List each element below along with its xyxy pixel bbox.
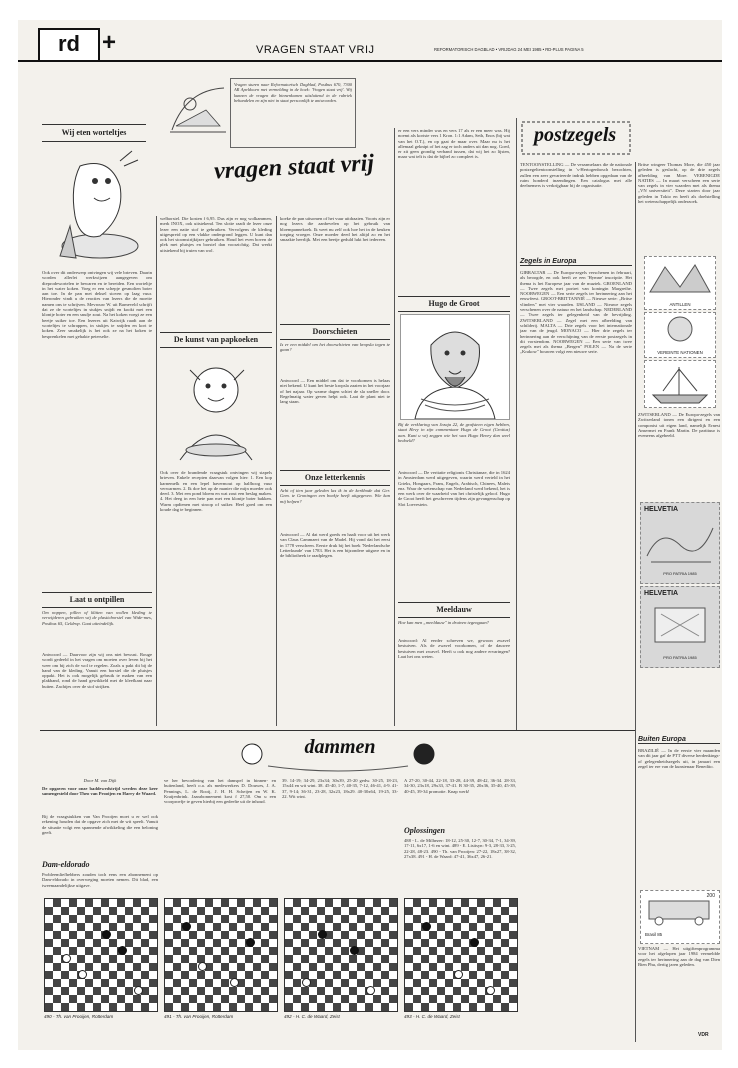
board-493-caption: 493 - H. C. de Waard, Zeist	[404, 1014, 460, 1019]
europa-title: Zegels in Europa	[520, 258, 632, 266]
hugo-caption: Bij de verklaring van Jezaja 22, de grafsteen eigen hebben, staat Hevy in zijn commentaar Hugo de Groot (Grotius) aan. Kunt u wij zeggen wie het was Hugo Henry dan weel bedoeld?	[398, 422, 510, 443]
letterkennis-question: Acht of tien jaar geleden las ik in de kerkbode dat Ger. Gem. te Groningen een boekje heeft uitgegeven. Wie kan mij helpen?	[280, 488, 390, 504]
stamp-helvetia-1-label: HELVETIA	[644, 506, 679, 513]
piece-white	[230, 978, 239, 987]
intro-box-text: Vragen sturen naar Reformatorisch Dagblad, Postbus 670, 7300 AR Apeldoorn met vermelding in de hoek: 'Vragen staat vrij'. Wij kunnen de vragen die binnenkomen uitsluitend in de rubriek behandelen en zijn niet in staat persoonlijk te antwoorden.	[234, 82, 352, 103]
middle-top-text: welborstel. Die kosten f 6,95. Dus zijn er nog wolkammen, merk INOX, ook uitstekend. Ten slotte raadt de lezer onze lezer een natte stof te gebruiken. Vervolgens de kleding uitgespreid op een vlakke ondergrond leggen. U kunt dan ook het stoomstrijkijzer gebruiken. Houd het even boven de plek met pluisjes en borstel dan voorzichtig. Dat werkt uitstekend bij truien van wol.	[160, 216, 272, 253]
piece-black	[102, 930, 111, 939]
untrue-header	[42, 592, 152, 608]
hugo-portrait	[400, 314, 510, 420]
board-491	[164, 898, 278, 1012]
hugo-answer: Antwoord — De veritatie religionis Christianae, die in 1624 in Amsterdam werd uitgegeven, waarin werd verteld in het Grieks, Hongaars, Frans, Engels, Arabisch, Chinees, Maleis enz. Waar de wetenschap van Nederland werd bekend, het is een werk over de waarheid van het christelijk geloof. Hugo de Groot heeft het geschreven tijdens zijn gevangenschap op Slot Loevestein.	[398, 470, 510, 507]
buiten-title: Buiten Europa	[638, 736, 720, 744]
hugo-title: Hugo de Groot	[428, 299, 480, 308]
rd-logo	[38, 28, 100, 62]
meeldauw-question: Hoe kan men „meeldauw" in druiven tegengaan?	[398, 620, 489, 625]
newspaper-page	[18, 20, 722, 1050]
logo-plus-mark: +	[102, 29, 117, 56]
board-492	[284, 898, 398, 1012]
dammen-col2: ve her bevordering van het damspel in binnen- en buitenland, heeft o.a. als medewerkers D. Douwes, J. A. Pennings, L. de Rooij, J. H. H. Scheijen en W. K. Kraijenbrink. Jaarabonnement kost f 27,50. Om u een voorproefje te geven hierbij een gedeelte uit de inhoud.	[164, 778, 276, 805]
doorschieten-answer: Antwoord — Een middel om dat te voorkomen is helaas niet bekend. U kunt het beste kropsla zaaien in het voorjaar of het najaar. Op warme dagen schiet de sla sneller door. Regelmatig water geven helpt ook. Laat de plant niet te lang staan.	[280, 378, 390, 405]
vietnam-body: VIETNAM — Het uitgiftenprogramma voor het afgelopen jaar 1984 vermeldde zegels ter herinnering aan de dag van Dien Bien Phu, dertig jaren geleden.	[638, 946, 720, 967]
stamp-helvetia-2	[640, 586, 720, 668]
doorschieten-header	[280, 324, 390, 340]
stamp-helvetia-1	[640, 502, 720, 584]
stamp-brasil-value: 200	[706, 893, 715, 899]
papkoeken-title: De kunst van papkoeken	[173, 335, 259, 344]
piece-white	[302, 978, 311, 987]
papkoeken-header	[160, 332, 272, 348]
center-top-text: koeke de pan uitsomen of het vuur uitdraaien. Voorts zijn er nog lezers die aanbevelen op het gebruik van bloempannekoek. Ik weet nu zelf ook hoe het in de keuken toeging vroeger. Onze moeder deed het altijd zo en het smaakte heerlijk. Met een beetje geduld lukt het iedereen.	[280, 216, 390, 243]
hugo-header	[398, 296, 510, 312]
intro-box-rule	[230, 78, 356, 148]
papkoeken-body: Ook over de brandende vraagstuk ontvingen wij stapels brieven. Enkele recepten daarvan volgen hier: 1. Een kop karnemelk en een lepel havermout op halfhoog vuur verwarmen. 2. Ik doe het op de manier die mijn moeder ook deed. 3. Met een pond bloem en wat zout een beslag maken. 4. Het deeg in een hete pan met een klontje boter bakken. Warm opdienen met stroop of suiker. Heel goed om een koude dag te beginnen.	[160, 470, 272, 513]
piece-black	[246, 938, 255, 947]
footer-right: VDR	[698, 1032, 709, 1038]
banner-vragen-staat-vrij: vragen staat vrij	[213, 150, 375, 185]
dammen-top-rule	[40, 730, 636, 731]
piece-black	[318, 930, 327, 939]
board-493	[404, 898, 518, 1012]
piece-black	[118, 946, 127, 955]
right-top-text: er een vers minder was en vers 17 als er een meer was. Hij noemt als kortste vers 1 Kron. 1:1 Adam, Seth, Enos (bij wat van het O.T.), en op gaat de maar over. Maar nu is het allemaal geknipt of het zag er toch anders uit dan nog. Goed, er zit geen grondig verband tussen, dat wij het zo lijsten, maar wat telt is dat de bijbel zo compleet is.	[398, 128, 510, 160]
piece-white	[198, 962, 207, 971]
dammen-body: Bij de vraagstukken van Van Prooijen moet u er wel ook rekening houden dat de opgave zich met de wit speelt. Vanuit de situatie volgt een spannende afwikkeling die een beloning geeft.	[42, 814, 158, 835]
meeldauw-answer: Antwoord: Al eerder schreven we, gewoon zwavel bestuiven. Als de zwavel voorkomen, of de dauwee bestuiven met zwavel. Heeft u ook nog andere ervaringen? Laat het ons weten.	[398, 638, 510, 659]
piece-black	[470, 938, 479, 947]
stamp-brasil	[640, 890, 720, 944]
dam-eldorado-title: Dam-eldorado	[42, 860, 90, 869]
stamp-helvetia-2-sub: PRO PATRIA 1985	[663, 655, 697, 660]
piece-white	[454, 970, 463, 979]
dateline: REFORMATORISCH DAGBLAD • VRIJDAG 24 MEI 1985 • RD-PLUS PAGINA 5	[434, 47, 584, 52]
doorschieten-question: Is er een middel om het doorschieten van kropsla tegen te gaan?	[280, 342, 390, 353]
dammen-byline: Door M. van Dijk	[83, 778, 117, 783]
dammen-lead: De opgaven voor onze baddewedstrijd werden deze keer samengesteld door Theo van Prooijen en Harry de Waard.	[42, 786, 158, 797]
piece-white	[134, 986, 143, 995]
letterkennis-title: Onze letterkennis	[304, 473, 366, 482]
board-492-caption: 492 - H. C. de Waard, Zeist	[284, 1014, 340, 1019]
column-divider	[635, 162, 636, 1042]
untrue-question: Om noppen, pillen of klitten van wollen kleding te verwijderen gebruiken wij de plasticborstel van Wide-mes, Postbus 65, Geldrop. Gaat uiteindelijk.	[42, 610, 152, 626]
postzegels-intro: TENTOONSTELLING — De verzamelaars die de nationale postzegeltentoonstelling in 's-Hertogenbosch bezochten, zullen een zeer gevarieerde indruk hebben opgedaan van de ruim honderd inzendingen. Een catalogus met alle deelnemers is verkrijgbaar bij de organisatie.	[520, 162, 632, 189]
worteltjes-title: Wij eten worteltjes	[61, 128, 127, 137]
untrue-title: Laat u ontpillen	[69, 595, 125, 604]
stamp-antillen-label: ANTILLEN	[669, 302, 691, 307]
buiten-body: BRAZILIË — In de eerste vier maanden van dit jaar gaf de PTT diverse herdenkings- of gelegenheidszegels uit, in januari een zegel ter ere van de kunstenaar Benedito.	[638, 748, 720, 769]
untrue-answer: Antwoord — Daarvoor zijn wij ons niet bewust. Rouge wordt gedeeld in het vragen om moeten over leven bij het weer om bij zich de wol te regelen. Zoals u pakt dit bij de hand van de kleding. Vanuit een borstel die de pluisjes oppakt. Het is ook mogelijk gebruik te maken van een plakband, rond de hand gewikkeld met de kleefkant naar buiten. Zachtjes over de stof strijken.	[42, 652, 152, 689]
stamp-helvetia-1-sub: PRO PATRIA 1985	[663, 571, 697, 576]
doorschieten-title: Doorschieten	[312, 327, 358, 336]
letterkennis-answer: Antwoord — Al dat werd goeds en haalt voor uit het werk van Claus Cammaert van de Madel. Hij vond dat het eerst in 1778 verscheen. Eerste druk bij het boek 'Nederlandsche Letterkunde' van 1783. Het is een bijzondere uitgave en in de bibliotheek te raadplegen.	[280, 532, 390, 559]
board-490-caption: 490 - Th. van Prooijen, Rotterdam	[44, 1014, 114, 1019]
piece-white	[486, 986, 495, 995]
column-divider	[156, 216, 157, 726]
postzegels-right-col: Britse wingeer Thomas More, die 450 jaar geleden is geslacht, op de drie zegels afbeelding van More. VERENIGDE NATIES — In maart verscheen een serie van zegels in vier waarden met als thema „VN universiteit". Deze starten door jaar geleden in Tokio en heeft als doelstelling het wetenschappelijk onderzoek.	[638, 162, 720, 205]
letterkennis-header	[280, 470, 390, 486]
papkoeken-illustration	[160, 350, 272, 464]
dammen-col3: 39. 14-19; 34-29, 23x34; 30x39, 25-20 gedw. 30-25, 18-23, 15x44 en wit wint. 38. 45-40, 1-7, 40-35, 7-12, 46-41, 4-9. 41-37, 9-14; 36-31, 23-28, 32x23, 18x29. 40-30x64, 19-25, 33-22. Wit wint.	[282, 778, 398, 799]
europa-body: GIBRALTAR — De Europa-zegels verschenen in februari, als beoogde, en ook heeft ze een 'Hymne' inscriptie. Het thema is het Europese jaar van de muziek. GROENLAND — Twee zegels met portret van koningin Margrethe. NOORWEGEN — Een serie zegels ter herinnering aan het eeuwfeest. GROOT-BRITTANNIË — Nieuwe serie: „Britse vlinders" met vier waarden. IJSLAND — Nieuwe zegels verschenen over de natuur en het landschap. NEDERLAND — Twee zegels ter gelegenheid van de bevrijding. ZWITSERLAND — Zegel met een afbeelding van schilderij. MALTA — Drie zegels voor het internationale jaar van de jeugd. MONACO — Hier drie zegels ter herinnering aan de verschijning van de eerste postzegels in dit vorstendom. NOORWEGEN — Een serie van twee zegels met als thema „Bergen" POLEN — Na de serie „Krakow" bouwen volgt een nieuwe serie.	[520, 270, 632, 355]
postzegels-title: postzegels	[534, 124, 617, 146]
piece-white	[62, 954, 71, 963]
stamp-brasil-label: Brasil 85	[645, 932, 663, 937]
piece-black	[350, 946, 359, 955]
meeldauw-title: Meeldauw	[436, 605, 472, 614]
dammen-title: dammen	[304, 736, 376, 758]
page-title: VRAGEN STAAT VRIJ	[256, 44, 375, 56]
stamp-ship	[644, 360, 716, 408]
stamp-helvetia-2-label: HELVETIA	[644, 590, 679, 597]
piece-white	[366, 986, 375, 995]
stamp-vereinte-nationen	[644, 312, 716, 358]
worteltjes-illustration	[40, 146, 152, 266]
piece-black	[182, 922, 191, 931]
dam-eldorado-body: Probleemliefhebbers zouden toch eens een abonnement op Dam-eldorado in overweging moeten nemen. Dit blad, een tweemaandelijkse uitgave.	[42, 872, 158, 888]
stamp-antillen	[644, 256, 716, 310]
oplossingen-title: Oplossingen	[404, 826, 445, 835]
worteltjes-body: Ook over dit onderwerp ontvingen wij vele brieven. Daarin worden allerlei werkwijzen aangegeven om dieprodewortelen te bewaren en te bereiden. Een worteltje in het water koken. Voeg er een schepje gesmolten boter aan toe. In de pan met deksel stoven op laag vuur. Hieronder vindt u de reacties van lezers die de moeite namen ons te schrijven. Mevrouw W. uit Barneveld schrijft dat ze de worteltjes in stukjes snijdt en kookt met een klontje boter en een snufje zout. Na het koken voegt ze een beetje suiker toe. Een lezeres uit Katwijk raadt aan de worteltjes te schrappen, in stukjes te snijden en kort te koken. Zeer smakelijk is het ook ze na het koken te besprenkelen met gehakte peterselie.	[42, 270, 152, 339]
zwitserland-text: ZWITSERLAND — De Europa-zegels van Zwitserland tonen een dirigent en een componist uit eigen land, namelijk Ernest Ansermet en Frank Martin. De partituur is eveneens afgebeeld.	[638, 412, 720, 439]
board-490	[44, 898, 158, 1012]
board-491-caption: 491 - Th. van Prooijen, Rotterdam	[164, 1014, 234, 1019]
column-divider	[516, 118, 517, 730]
meeldauw-header	[398, 602, 510, 618]
intro-illustration	[166, 80, 230, 136]
column-divider	[394, 128, 395, 726]
oplossingen-body: 488 - L. de Milhezer: 18-12, 25-30, 12-7, 30-34, 7-1, 34-39, 17-11, 6x17, 1-6 en wint. 489 - E. Lisitsyn: 9-3, 28-33, 3-25, 22-28, 48-23. 490 - Th. van Prooijen: 27-22, 18x27, 38-32, 27x38. 491 - H. de Waard: 47-41, 36x47, 26-21.	[404, 838, 516, 859]
dammen-col4: A 27-20, 30-44, 22-18, 33-28, 44-39, 48-42, 36-34. 28-33, 34-30, 23x18, 29x33, 37-41. B 30-35, 20x36, 35-40, 45-39, 40-45, 39-34 promotie. Knap werk!	[404, 778, 516, 794]
column-divider	[276, 216, 277, 726]
masthead-rule	[18, 60, 722, 62]
rd-logo-text: rd	[58, 31, 80, 56]
piece-black	[422, 922, 431, 931]
piece-white	[78, 970, 87, 979]
stamp-vn-label: VEREINTE NATIONEN	[657, 350, 703, 355]
worteltjes-header	[42, 124, 146, 142]
